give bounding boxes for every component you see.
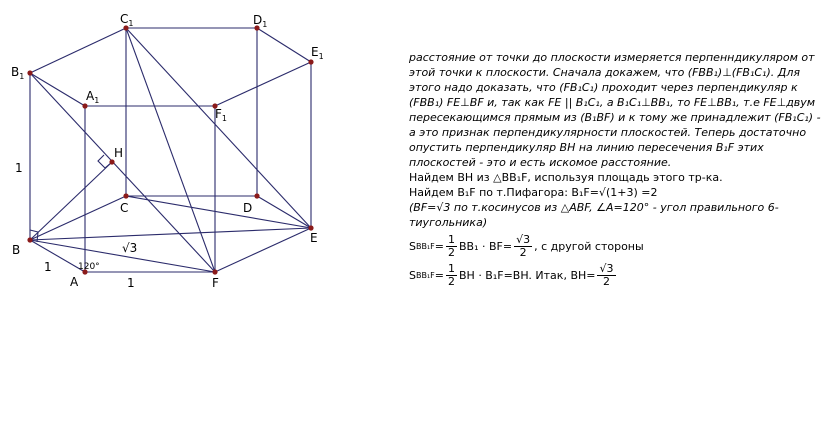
length-bb1: 1 — [15, 161, 23, 175]
point-e — [308, 225, 313, 230]
prism-edges — [30, 28, 311, 272]
equals-1: = — [434, 240, 444, 253]
formula-middle-1: BB₁ · BF= — [459, 240, 513, 253]
label-c: C — [120, 201, 129, 215]
area-subscript-1: BB₁F — [415, 242, 435, 251]
point-d — [254, 193, 259, 198]
formula-tail-1: , с другой стороны — [534, 240, 644, 253]
equals-2: = — [434, 269, 444, 282]
edge-a1-b1 — [30, 73, 85, 106]
label-a1: $A_1$ — [86, 89, 100, 105]
point-c — [123, 193, 128, 198]
label-h: H — [114, 146, 124, 160]
solution-paragraph-2: Найдем ВН из △BB₁F, используя площадь этого тр-ка. — [409, 171, 723, 184]
formula-middle-2: BH · B₁F=BH. Итак, BH= — [459, 269, 596, 282]
fraction-half-1 — [446, 234, 457, 259]
segment-b-h — [30, 162, 112, 240]
area-symbol-2: S — [409, 269, 416, 282]
segment-b-e — [30, 228, 311, 240]
point-b1 — [27, 70, 32, 75]
label-e: E — [310, 231, 318, 245]
label-f1: $F_1$ — [215, 107, 227, 123]
angle-a-label: 120° — [78, 262, 100, 272]
edge-d1-e1 — [257, 28, 311, 62]
fraction-sqrt3-2 — [597, 263, 615, 288]
label-a: A — [70, 275, 79, 289]
fraction-num: 1 — [448, 262, 455, 275]
edge-labels — [15, 161, 137, 290]
fraction-den: 2 — [448, 246, 455, 259]
fraction-half-2 — [446, 263, 457, 288]
label-f: F — [212, 276, 219, 290]
label-c1: $C_1$ — [120, 12, 134, 28]
edge-b1-c1 — [30, 28, 126, 73]
label-e1: $E_1$ — [311, 45, 324, 61]
edge-e-f — [215, 228, 311, 272]
solution-text — [409, 50, 827, 288]
fraction-num: √3 — [599, 262, 614, 275]
length-bf: √3 — [122, 241, 138, 255]
edge-e1-f1 — [215, 62, 311, 106]
point-b — [27, 237, 32, 242]
fraction-num: 1 — [448, 233, 455, 246]
fraction-den: 2 — [519, 246, 527, 259]
label-d: D — [243, 201, 253, 215]
fraction-sqrt3-1 — [514, 234, 532, 259]
point-h — [109, 159, 114, 164]
area-subscript-2: BB₁F — [415, 271, 435, 280]
label-d1: $D_1$ — [253, 13, 268, 29]
area-formula-2 — [409, 263, 827, 288]
solution-paragraph-1: расстояние от точки до плоскости измеряется перпенндикуляром от этой точки к плоскости. Сначала докажем, что (FBB₁)⊥(FB₁C₁). Для этого надо доказать, что (FB₁C₁) проходит через перпендикуляр к (FBB₁) FE⊥BF и, так как FE || B₁C₁, а B₁C₁⊥BB₁, то FE⊥BB₁, т.е FE⊥двум пересекающимся прямым из (B₁BF) и к тому же принадлежит (FB₁C₁) - а это признак перпендикулярности плоскостей. Теперь достаточно опустить перпендикуляр ВН на линию пересечения B₁F этих плоскостей - это и есть искомое расстояние. — [409, 51, 821, 169]
fraction-den: 2 — [602, 275, 610, 288]
vertex-labels — [11, 12, 324, 290]
length-ab: 1 — [44, 260, 52, 274]
length-af: 1 — [127, 276, 135, 290]
segment-c1-e — [126, 28, 311, 228]
point-f — [212, 269, 217, 274]
fraction-den: 2 — [448, 275, 455, 288]
fraction-num: √3 — [516, 233, 531, 246]
point-a1 — [82, 103, 87, 108]
edge-b-c — [30, 196, 129, 240]
area-formula-1 — [409, 234, 827, 259]
point-e1 — [308, 59, 313, 64]
solution-paragraph-3: Найдем B₁F по т.Пифагора: B₁F=√(1+3) =2 — [409, 186, 658, 199]
hexagonal-prism-figure — [0, 0, 400, 300]
area-symbol-1: S — [409, 240, 416, 253]
label-b: B — [12, 243, 21, 257]
solution-paragraph-4: (BF=√3 по т.косинусов из △ABF, ∠A=120° - угол правильного 6-тиугольника) — [409, 201, 779, 229]
label-b1: $B_1$ — [11, 65, 25, 81]
